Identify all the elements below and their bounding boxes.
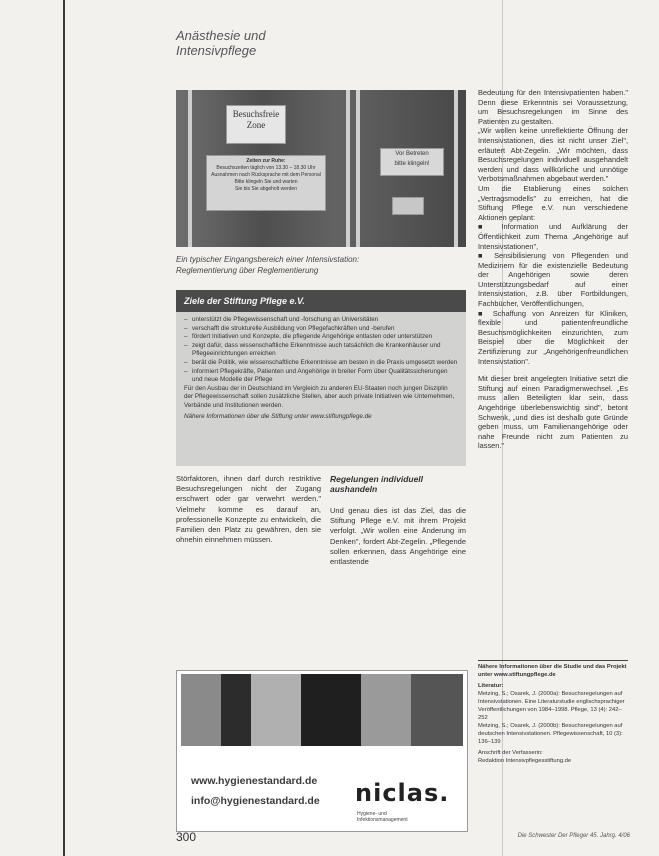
sign-notice-line: Bitte klingeln Sie und warten	[234, 179, 298, 185]
left-margin-rule	[63, 0, 65, 856]
ad-photo	[221, 674, 251, 746]
list-item: – verschafft die strukturelle Ausbildung von Pflegefachkräften und -berufen	[184, 325, 458, 334]
bullet-item: ■ Information und Aufklärung der Öffentlichkeit zum Thema „Angehörige auf Intensivstationen",	[478, 222, 628, 251]
sign-right-line: bitte klingeln!	[394, 161, 430, 167]
ad-photo	[301, 674, 361, 746]
ad-website-link[interactable]: www.hygienestandard.de	[191, 775, 318, 787]
photo-caption	[176, 254, 466, 276]
goals-box-body	[176, 312, 466, 421]
small-notice	[392, 197, 424, 215]
ad-email-link[interactable]: info@hygienestandard.de	[191, 795, 320, 807]
list-item: – unterstützt die Pflegewissenschaft und -forschung an Universitäten	[184, 316, 458, 325]
list-item: – fördert Initiativen und Konzepte, die pflegende Angehörige entlasten oder unterstützen	[184, 333, 458, 342]
tagline-line: Infektionsmanagement	[357, 817, 408, 823]
bullet-item: ■ Schaffung von Anreizen für Kliniken, flexible und patientenfreundliche Besuchsmöglichkeiten einzurichten, zum Beispiel über die Möglichkeit der Zertifizierung zur „Angehörigenfreundlichen Intensivstation".	[478, 309, 628, 367]
paragraph: „Wir wollen keine unreflektierte Öffnung der Intensivstationen, dies ist nicht unser Ziel", erläutert Abt-Zegelin. „Wir möchten, dass Besuchsregelungen individuell ausgehandelt werden und dass willkürliche und unnötige Verbotsmaßnahmen abgebaut werden."	[478, 126, 628, 184]
sign-title-line: Zone	[246, 120, 266, 130]
goals-box	[176, 290, 466, 466]
sign-right-line: Vor Betreten	[395, 151, 429, 157]
ad-photo	[251, 674, 301, 746]
foundation-link[interactable]: Nähere Informationen über die Stiftung unter www.stiftungpflege.de	[184, 412, 372, 420]
section-title	[176, 28, 316, 58]
page-number: 300	[176, 830, 197, 844]
divider	[478, 660, 628, 661]
entrance-photo	[176, 90, 466, 247]
literature-item: Metzing, S.; Osarek, J. (2000b): Besuchsregelungen auf deutschen Intensivstationen. Pflegewissenschaft, 10 (3): 136–139	[478, 723, 623, 745]
article-column-1: Störfaktoren, ihnen darf durch restriktive Besuchsregelungen nicht der Zugang erschwert oder gar verwehrt werden." Vielmehr komme es darauf an, professionelle Konzepte zu entwickeln, die Familien den Platz zu gewähren, den sie ohnehin einnehmen müssen.	[176, 474, 321, 545]
paragraph: Um die Etablierung eines solchen „Vertragsmodells" zu erreichen, hat die Stiftung Pflege e.V. nun verschiedene Aktionen geplant:	[478, 183, 628, 222]
bullet-item: ■ Sensibilisierung von Pflegenden und Medizinern für die existenzielle Bedeutung der Angehörigen sowie deren Unterstützungsbedarf auf einer Intensivstation, z.B. über Fortbildungen, Fachbücher, Veröffentlichungen,	[478, 251, 628, 309]
sign-visiting-hours	[206, 155, 326, 211]
literature-heading: Nähere Informationen über die Studie und das Projekt unter www.stiftungpflege.de	[478, 664, 627, 678]
ad-photo	[411, 674, 463, 746]
ad-photo-strip	[181, 674, 463, 746]
subheading-line: Regelungen individuell	[330, 474, 424, 484]
subheading-line: aushandeln	[330, 484, 378, 494]
literature-label: Literatur:	[478, 683, 504, 689]
list-item: – berät die Politik, wie wissenschaftliche Erkenntnisse am besten in die Praxis umgesetzt werden	[184, 359, 458, 368]
sign-notice-line: Zeiten zur Ruhe:	[246, 158, 286, 164]
literature-box	[478, 660, 628, 765]
goals-paragraph: Für den Ausbau der in Deutschland im Vergleich zu anderen EU-Staaten noch jungen Disziplin der Pflegewissenschaft sollen zusätzliche Stellen, aber auch private Initiativen wie Unternehmen, Verbände und Institutionen werden.	[184, 384, 455, 409]
goals-list	[184, 316, 458, 385]
niclas-logo: niclas.	[355, 779, 450, 807]
door-frame	[346, 90, 350, 247]
ad-photo	[181, 674, 221, 746]
sign-notice-line: Sie bis Sie abgeholt werden	[235, 186, 297, 192]
ad-photo	[361, 674, 411, 746]
ad-tagline	[357, 811, 437, 823]
paragraph: Bedeutung für den Intensivpatienten haben." Denn diese Erkenntnis sei Voraussetzung, um Besuchsregelungen im Sinne des Patienten zu gestalten.	[478, 88, 628, 126]
closing-paragraph: Mit dieser breit angelegten Initiative setzt die Stiftung auf einen Paradigmenwechsel. „Es muss allen Beteiligten klar sein, dass Angehörige überlebenswichtig sind", betont Schwenk, „und dies ist deshalb gute Gründe geben muss, um Familienangehörige oder nahe Freunde nicht zum Patienten zu lassen."	[478, 374, 628, 451]
caption-line: Ein typischer Eingangsbereich einer Intensivstation:	[176, 255, 360, 264]
article-column-3	[478, 88, 628, 451]
sign-ring-bell	[380, 148, 444, 176]
article-column-2	[330, 474, 466, 567]
list-item: – informiert Pflegekräfte, Patienten und Angehörige in breiter Form über Qualitätssicherungen und neue Modelle der Pflege	[184, 368, 458, 385]
sign-notice-line: Besuchszeiten täglich von 13.30 – 18.30 Uhr	[216, 165, 316, 171]
door-frame	[188, 90, 192, 247]
column-2-text: Und genau dies ist das Ziel, das die Stiftung Pflege e.V. mit ihrem Projekt verfolgt. „Wir wollen eine Änderung im Denken", fordert Abt-Zegelin. „Pflegende sollen erkennen, dass Angehörige eine entlastende	[330, 506, 466, 567]
goals-box-heading: Ziele der Stiftung Pflege e.V.	[176, 290, 466, 312]
sign-visiting-free-zone	[226, 105, 286, 144]
section-title-line: Intensivpflege	[176, 43, 257, 58]
author-address: Redaktion Intensivpflegesstiftung.de	[478, 758, 572, 764]
journal-footer: Die Schwester Der Pfleger 45. Jahrg. 4/06	[517, 833, 630, 839]
author-label: Anschrift der Verfasserin:	[478, 750, 543, 756]
section-title-line: Anästhesie und	[176, 28, 266, 43]
spacer	[478, 366, 628, 374]
caption-line: Reglementierung über Reglementierung	[176, 266, 319, 275]
tagline-line: Hygiene- und	[357, 811, 387, 817]
sign-title-line: Besuchsfreie	[232, 109, 280, 119]
door-frame	[356, 90, 360, 247]
literature-item: Metzing, S.; Osarek, J. (2000a): Besuchsregelungen auf Intensivstationen. Eine Literaturstudie englischsprachiger Veröffentlichungen von 1984–1998. Pflege, 13 (4): 242–252	[478, 691, 625, 721]
list-item: – zeigt dafür, dass wissenschaftliche Erkenntnisse auch tatsächlich die Krankenhäuser und Pflegeeinrichtungen erreichen	[184, 342, 458, 359]
door-frame	[454, 90, 458, 247]
subheading	[330, 474, 466, 494]
sign-notice-line: Ausnahmen nach Rücksprache mit dem Personal	[211, 172, 321, 178]
advertisement[interactable]	[176, 670, 468, 832]
